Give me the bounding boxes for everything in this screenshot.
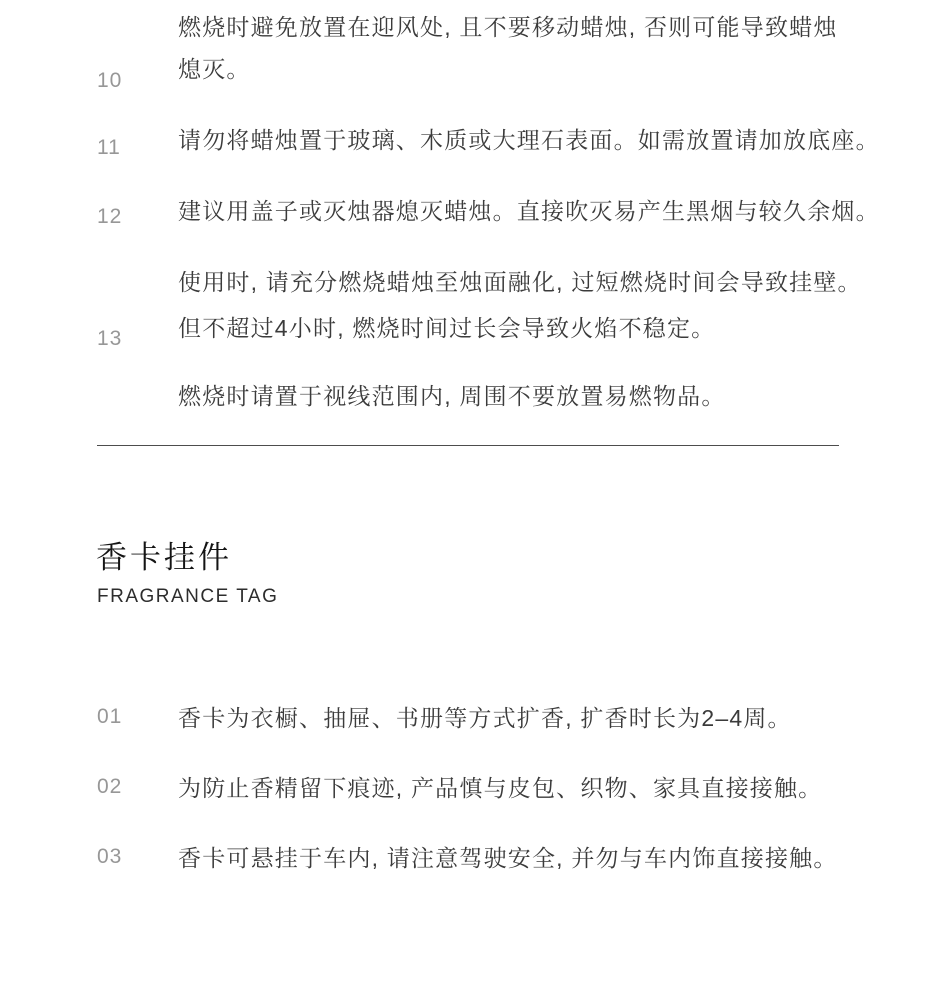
list-item — [178, 697, 792, 739]
list-item — [178, 837, 838, 879]
list-item-text: 但不超过4小时, 燃烧时间过长会导致火焰不稳定。 — [178, 315, 716, 341]
section-divider — [97, 445, 839, 446]
list-item-text: 燃烧时请置于视线范围内, 周围不要放置易燃物品。 — [178, 383, 726, 409]
list-item-number: 10 — [97, 69, 123, 92]
list-item-number: 11 — [97, 136, 121, 159]
section-subtitle: FRAGRANCE TAG — [97, 586, 279, 607]
list-item — [178, 259, 862, 419]
list-item-number: 13 — [97, 327, 123, 350]
list-item — [178, 767, 822, 809]
list-item — [178, 190, 880, 232]
list-item — [178, 6, 838, 90]
list-item-text: 香卡可悬挂于车内, 请注意驾驶安全, 并勿与车内饰直接接触。 — [178, 845, 838, 871]
list-item-number: 12 — [97, 205, 123, 228]
list-item — [178, 119, 880, 161]
list-item-text: 为防止香精留下痕迹, 产品慎与皮包、织物、家具直接接触。 — [178, 775, 823, 801]
list-item-text: 熄灭。 — [178, 56, 251, 82]
list-item-text: 使用时, 请充分燃烧蜡烛至烛面融化, 过短燃烧时间会导致挂壁。 — [178, 269, 862, 295]
list-item-text: 燃烧时避免放置在迎风处, 且不要移动蜡烛, 否则可能导致蜡烛 — [178, 14, 838, 40]
list-item-number: 01 — [97, 705, 123, 728]
list-item-text: 香卡为衣橱、抽屉、书册等方式扩香, 扩香时长为2–4周。 — [178, 705, 792, 731]
list-item-number: 02 — [97, 775, 123, 798]
section-title: 香卡挂件 — [96, 540, 232, 575]
list-item-text: 请勿将蜡烛置于玻璃、木质或大理石表面。如需放置请加放底座。 — [178, 127, 880, 153]
list-item-text: 建议用盖子或灭烛器熄灭蜡烛。直接吹灭易产生黑烟与较久余烟。 — [178, 198, 880, 224]
list-item-number: 03 — [97, 845, 123, 868]
